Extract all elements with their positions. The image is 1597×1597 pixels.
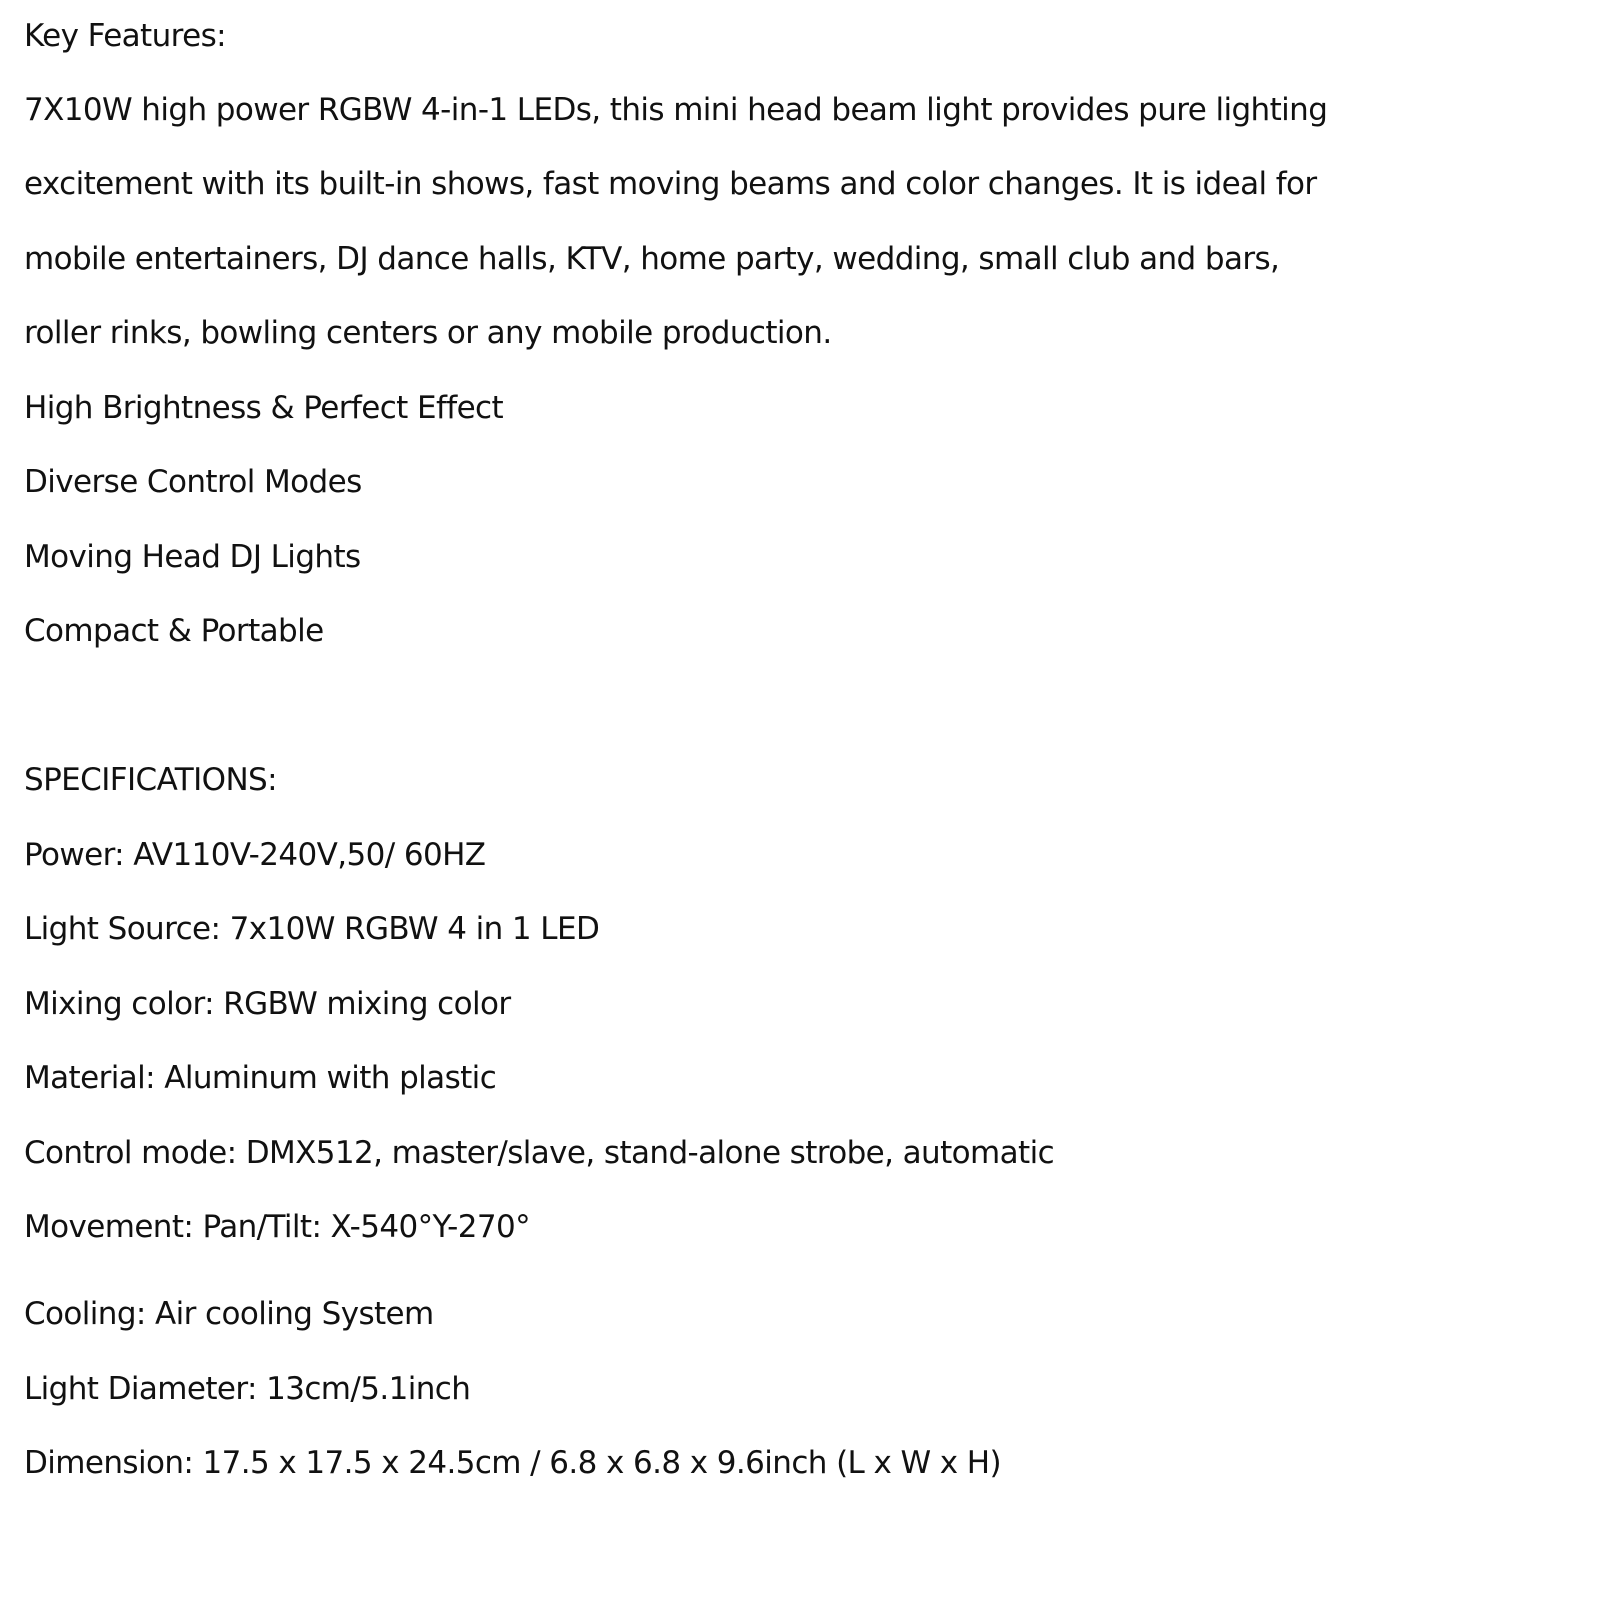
description-line: mobile entertainers, DJ dance halls, KTV, home party, wedding, small club and bars, [24,241,1280,277]
feature-item: Compact & Portable [24,613,324,649]
spec-dimension: Dimension: 17.5 x 17.5 x 24.5cm / 6.8 x 6.8 x 9.6inch (L x W x H) [24,1445,1001,1481]
key-features-heading: Key Features: [24,18,226,54]
spec-power: Power: AV110V-240V,50/ 60HZ [24,837,486,873]
spec-movement: Movement: Pan/Tilt: X-540°Y-270° [24,1209,531,1245]
feature-item: Moving Head DJ Lights [24,539,361,575]
description-line: excitement with its built-in shows, fast moving beams and color changes. It is ideal for [24,166,1317,202]
spec-light-source: Light Source: 7x10W RGBW 4 in 1 LED [24,911,600,947]
feature-item: Diverse Control Modes [24,464,362,500]
spec-cooling: Cooling: Air cooling System [24,1296,434,1332]
spec-material: Material: Aluminum with plastic [24,1060,497,1096]
description-line: 7X10W high power RGBW 4-in-1 LEDs, this mini head beam light provides pure lighting [24,92,1328,128]
specifications-heading: SPECIFICATIONS: [24,762,277,798]
feature-item: High Brightness & Perfect Effect [24,390,504,426]
description-line: roller rinks, bowling centers or any mobile production. [24,315,832,351]
spec-control-mode: Control mode: DMX512, master/slave, stand-alone strobe, automatic [24,1135,1055,1171]
spec-mixing-color: Mixing color: RGBW mixing color [24,986,511,1022]
spec-light-diameter: Light Diameter: 13cm/5.1inch [24,1371,471,1407]
